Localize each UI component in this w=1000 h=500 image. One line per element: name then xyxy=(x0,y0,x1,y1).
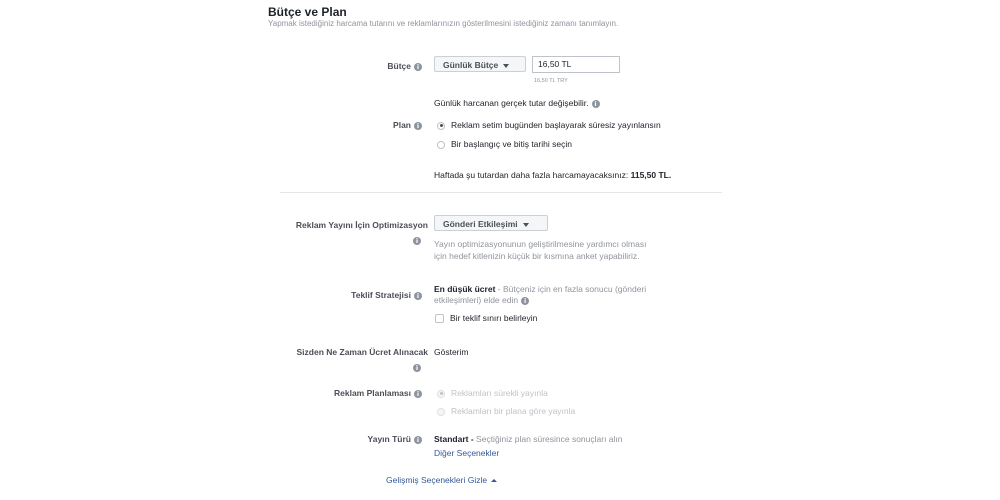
plan-option-continuous[interactable] xyxy=(437,120,661,130)
caret-down-icon xyxy=(503,64,509,68)
optimization-help-1: Yayın optimizasyonunun geliştirilmesine yardımcı olması xyxy=(434,239,647,249)
delivery-type: Standart - xyxy=(434,434,474,444)
schedule-option-label: Reklamları sürekli yayınla xyxy=(451,388,548,398)
advanced-options-toggle[interactable] xyxy=(386,475,497,485)
radio-icon[interactable] xyxy=(437,141,445,149)
budget-type-dropdown[interactable] xyxy=(434,56,526,72)
plan-label-row xyxy=(393,120,422,130)
divider xyxy=(280,192,722,193)
budget-label-row xyxy=(387,61,422,71)
schedule-label-row xyxy=(334,388,422,398)
schedule-label: Reklam Planlaması xyxy=(333,388,411,398)
bid-desc-row-1 xyxy=(434,284,646,294)
caret-down-icon xyxy=(523,223,529,227)
checkbox-icon[interactable] xyxy=(435,314,444,323)
info-icon[interactable]: i xyxy=(414,390,422,398)
budget-note-row xyxy=(434,98,600,108)
section-title: Bütçe ve Plan xyxy=(268,5,347,19)
charge-info-wrap xyxy=(413,359,421,377)
info-icon[interactable]: i xyxy=(414,436,422,444)
weekly-limit-amount: 115,50 TL. xyxy=(630,170,672,180)
schedule-option-label: Reklamları bir plana göre yayınla xyxy=(451,406,576,416)
weekly-limit-row xyxy=(434,170,671,180)
optimization-dropdown[interactable] xyxy=(434,215,548,231)
advanced-options-label: Gelişmiş Seçenekleri Gizle xyxy=(386,475,488,485)
bid-strategy: En düşük ücret xyxy=(434,284,496,294)
plan-option-dates[interactable] xyxy=(437,139,572,149)
radio-selected-icon[interactable] xyxy=(437,122,445,130)
bid-desc-row-2 xyxy=(434,295,529,305)
info-icon[interactable]: i xyxy=(413,237,421,245)
info-icon[interactable]: i xyxy=(521,297,529,305)
info-icon[interactable]: i xyxy=(592,100,600,108)
radio-disabled-selected-icon xyxy=(437,390,445,398)
schedule-option-continuous xyxy=(437,388,548,398)
budget-amount-hint: 16,50 TL TRY xyxy=(534,78,568,84)
budget-amount-input[interactable]: 16,50 TL xyxy=(532,56,620,73)
bid-cap-checkbox-row[interactable] xyxy=(435,313,537,323)
delivery-desc: Seçtiğiniz plan süresince sonuçları alın xyxy=(476,434,623,444)
info-icon[interactable]: i xyxy=(414,63,422,71)
bid-label-row xyxy=(351,290,422,300)
charge-value: Gösterim xyxy=(434,347,469,357)
info-icon[interactable]: i xyxy=(414,122,422,130)
bid-label: Teklif Stratejisi xyxy=(351,290,411,300)
weekly-limit-text: Haftada şu tutardan daha fazla harcamayacaksınız: xyxy=(434,170,629,180)
optimization-info-wrap xyxy=(413,232,421,250)
charge-label: Sizden Ne Zaman Ücret Alınacak xyxy=(296,347,428,357)
optimization-label: Reklam Yayını İçin Optimizasyon xyxy=(295,220,428,230)
delivery-label-row xyxy=(368,434,422,444)
plan-option-label: Reklam setim bugünden başlayarak süresiz yayınlansın xyxy=(451,120,661,130)
delivery-label: Yayın Türü xyxy=(367,434,411,444)
optimization-value: Gönderi Etkileşimi xyxy=(443,219,518,229)
bid-desc-1: - Bütçeniz için en fazla sonucu (gönderi xyxy=(497,284,647,294)
radio-disabled-icon xyxy=(437,408,445,416)
more-options-link[interactable]: Diğer Seçenekler xyxy=(434,448,500,458)
plan-label: Plan xyxy=(393,120,411,130)
caret-up-icon xyxy=(491,479,497,482)
schedule-option-plan xyxy=(437,406,575,416)
info-icon[interactable]: i xyxy=(414,292,422,300)
bid-desc-2: etkileşimleri) elde edin xyxy=(434,295,519,305)
delivery-desc-row xyxy=(434,434,623,444)
optimization-help-2: için hedef kitlenizin küçük bir kısmına anket yapabiliriz. xyxy=(434,251,640,261)
plan-option-label: Bir başlangıç ve bitiş tarihi seçin xyxy=(451,139,572,149)
budget-type-value: Günlük Bütçe xyxy=(443,60,499,70)
bid-cap-label: Bir teklif sınırı belirleyin xyxy=(450,313,538,323)
budget-note: Günlük harcanan gerçek tutar değişebilir. xyxy=(434,98,589,108)
budget-label: Bütçe xyxy=(387,61,411,71)
section-subtitle: Yapmak istediğiniz harcama tutarını ve reklamlarınızın gösterilmesini istediğiniz zamanı tanımlayın. xyxy=(268,19,619,28)
info-icon[interactable]: i xyxy=(413,364,421,372)
